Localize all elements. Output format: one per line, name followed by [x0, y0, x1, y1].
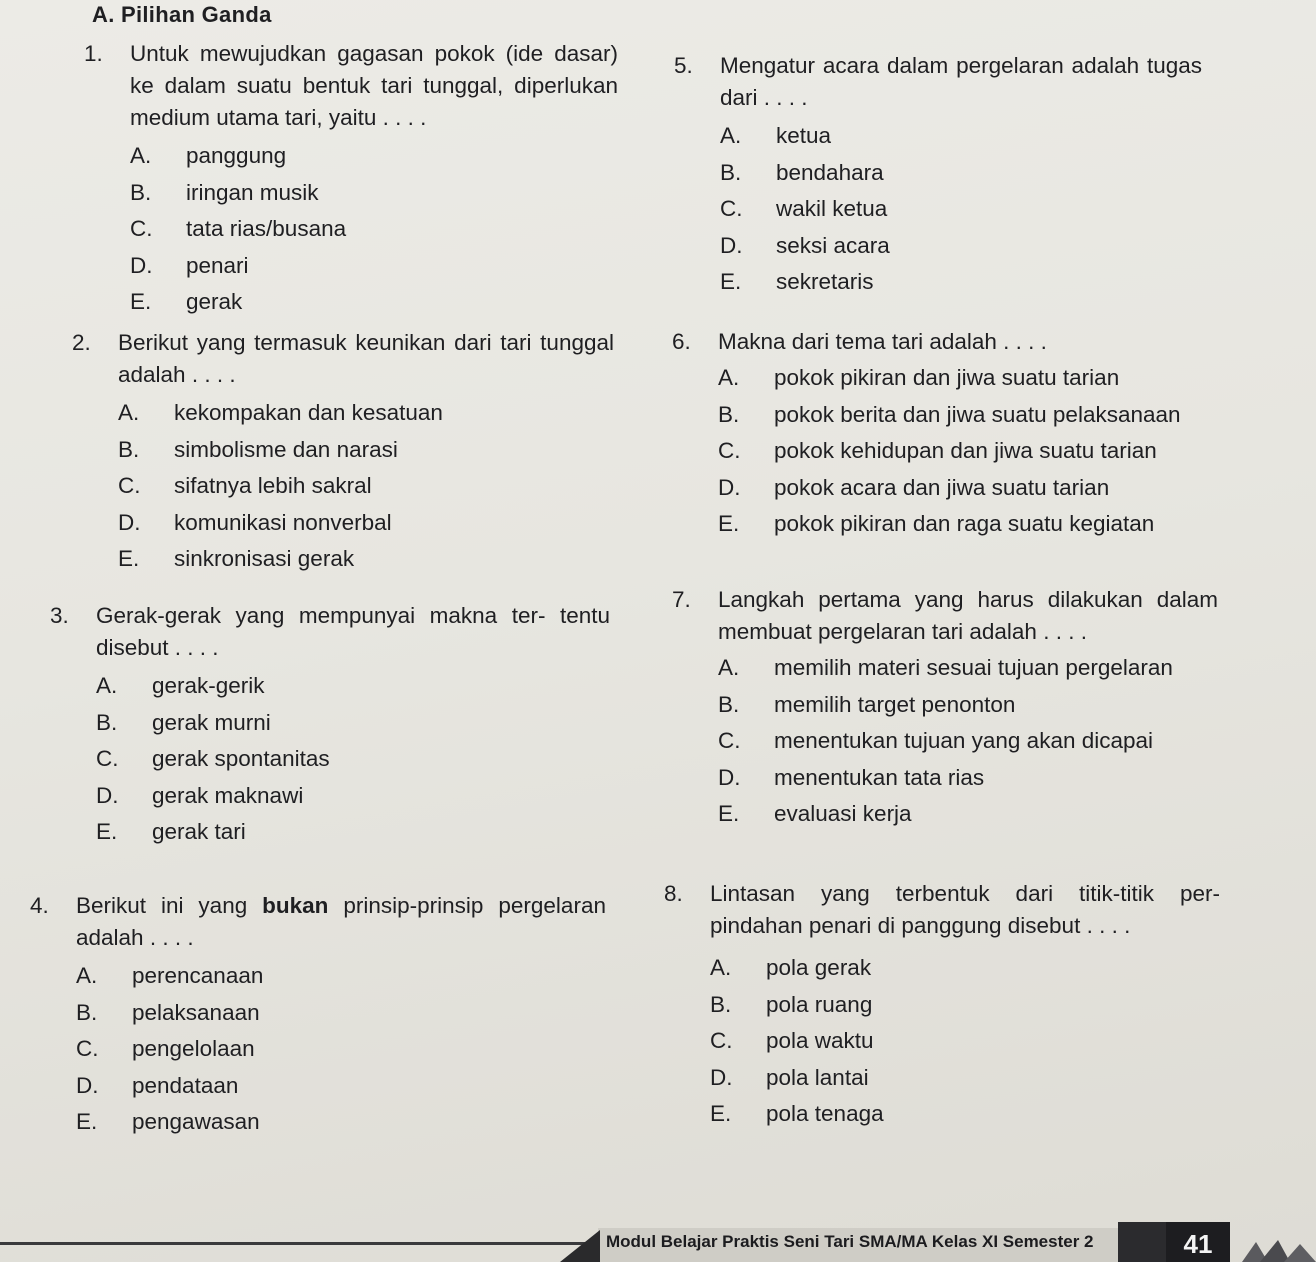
option-b[interactable]: [718, 397, 1218, 434]
option-letter: B.: [718, 401, 740, 427]
question-stem: [30, 890, 606, 954]
option-b[interactable]: [710, 987, 1220, 1024]
option-letter: C.: [118, 473, 141, 499]
option-letter: C.: [720, 196, 743, 222]
option-text: pola gerak: [766, 955, 872, 981]
option-letter: D.: [718, 764, 741, 790]
option-text: pelaksanaan: [132, 999, 260, 1025]
option-letter: B.: [130, 179, 152, 205]
option-text: gerak spontanitas: [152, 746, 330, 772]
option-text: panggung: [186, 143, 287, 169]
option-list: [672, 360, 1218, 543]
option-letter: E.: [718, 801, 740, 827]
option-text: seksi acara: [776, 232, 890, 258]
option-letter: E.: [710, 1101, 732, 1127]
section-title: A. Pilihan Ganda: [92, 2, 272, 27]
option-list: [664, 950, 1220, 1133]
option-d[interactable]: [720, 228, 1202, 265]
question-text-pre: Berikut ini yang: [76, 893, 248, 918]
option-text: pokok pikiran dan jiwa suatu tarian: [774, 365, 1120, 391]
option-d[interactable]: [130, 248, 618, 285]
option-c[interactable]: [130, 211, 618, 248]
corner-arrow-icon: [1238, 1236, 1316, 1262]
option-b[interactable]: [720, 155, 1202, 192]
option-text: pengawasan: [132, 1109, 260, 1135]
option-a[interactable]: [710, 950, 1220, 987]
option-d[interactable]: [76, 1068, 606, 1105]
question-stem: [50, 600, 610, 664]
question-stem: [674, 50, 1202, 114]
option-list: [72, 395, 614, 578]
option-e[interactable]: [118, 541, 614, 578]
question-5: [674, 50, 1202, 301]
option-letter: A.: [96, 673, 118, 699]
option-letter: E.: [720, 269, 742, 295]
option-text: menentukan tata rias: [774, 764, 985, 790]
option-b[interactable]: [96, 705, 610, 742]
page-number: 41: [1183, 1229, 1213, 1259]
option-b[interactable]: [76, 995, 606, 1032]
option-c[interactable]: [718, 723, 1218, 760]
option-c[interactable]: [118, 468, 614, 505]
option-text: pokok kehidupan dan jiwa suatu tarian: [774, 438, 1157, 464]
question-3: [50, 600, 610, 851]
question-2: [72, 327, 614, 578]
option-a[interactable]: [718, 650, 1218, 687]
option-letter: B.: [76, 999, 98, 1025]
option-b[interactable]: [130, 175, 618, 212]
option-letter: D.: [130, 252, 153, 278]
option-text: pendataan: [132, 1072, 239, 1098]
option-letter: D.: [720, 232, 743, 258]
question-number: 7.: [672, 587, 691, 612]
option-letter: D.: [718, 474, 741, 500]
question-number: 8.: [664, 881, 683, 906]
option-c[interactable]: [76, 1031, 606, 1068]
option-letter: D.: [96, 782, 119, 808]
option-text: gerak maknawi: [152, 782, 304, 808]
option-e[interactable]: [720, 264, 1202, 301]
question-text: Lintasan yang terbentuk dari titik-titik per- pindahan penari di panggung disebut . . . .: [710, 881, 1220, 938]
option-text: sifatnya lebih sakral: [174, 473, 372, 499]
option-letter: E.: [96, 819, 118, 845]
option-e[interactable]: [76, 1104, 606, 1141]
question-4: [30, 890, 606, 1141]
option-a[interactable]: [96, 668, 610, 705]
option-list: [84, 138, 618, 321]
option-list: [674, 118, 1202, 301]
footer-rule: [0, 1242, 590, 1245]
option-letter: B.: [720, 159, 742, 185]
question-6: [672, 326, 1218, 543]
question-stem: [664, 878, 1220, 942]
option-d[interactable]: [118, 505, 614, 542]
option-d[interactable]: [718, 470, 1218, 507]
question-number: 4.: [30, 893, 49, 918]
option-list: [672, 650, 1218, 833]
option-letter: A.: [130, 143, 152, 169]
option-d[interactable]: [710, 1060, 1220, 1097]
option-letter: B.: [96, 709, 118, 735]
question-stem: [72, 327, 614, 391]
question-number: 5.: [674, 53, 693, 78]
question-7: [672, 584, 1218, 833]
option-e[interactable]: [710, 1096, 1220, 1133]
option-c[interactable]: [720, 191, 1202, 228]
question-text-post: prinsip-prinsip pergelaran adalah . . . .: [76, 893, 606, 950]
option-letter: C.: [130, 216, 153, 242]
footer-book-title: Modul Belajar Praktis Seni Tari SMA/MA Kelas XI Semester 2: [606, 1232, 1094, 1251]
option-text: pola waktu: [766, 1028, 874, 1054]
option-letter: D.: [118, 509, 141, 535]
question-8: [664, 878, 1220, 1133]
option-a[interactable]: [718, 360, 1218, 397]
option-d[interactable]: [718, 760, 1218, 797]
question-stem: [672, 584, 1218, 648]
option-a[interactable]: [118, 395, 614, 432]
option-letter: C.: [718, 728, 741, 754]
option-text: pola ruang: [766, 991, 873, 1017]
question-1: [84, 38, 618, 321]
option-letter: C.: [718, 438, 741, 464]
option-text: memilih materi sesuai tujuan pergelaran: [774, 655, 1173, 681]
option-text: gerak-gerik: [152, 673, 265, 699]
question-number: 1.: [84, 41, 103, 66]
option-a[interactable]: [720, 118, 1202, 155]
option-letter: C.: [710, 1028, 733, 1054]
option-c[interactable]: [718, 433, 1218, 470]
option-letter: D.: [76, 1072, 99, 1098]
option-letter: D.: [710, 1064, 733, 1090]
option-letter: B.: [118, 436, 140, 462]
option-letter: A.: [76, 963, 98, 989]
question-text-emphasis: bukan: [262, 893, 329, 918]
option-text: simbolisme dan narasi: [174, 436, 398, 462]
option-text: gerak tari: [152, 819, 246, 845]
option-text: tata rias/busana: [186, 216, 347, 242]
option-letter: B.: [710, 991, 732, 1017]
question-number: 6.: [672, 329, 691, 354]
option-text: memilih target penonton: [774, 691, 1016, 717]
option-text: iringan musik: [186, 179, 319, 205]
option-text: wakil ketua: [776, 196, 888, 222]
footer-wedge: [560, 1230, 600, 1262]
option-letter: C.: [76, 1036, 99, 1062]
option-letter: A.: [718, 365, 740, 391]
option-letter: E.: [718, 511, 740, 537]
option-a[interactable]: [130, 138, 618, 175]
option-list: [50, 668, 610, 851]
option-letter: E.: [130, 289, 152, 315]
option-text: pokok pikiran dan raga suatu kegiatan: [774, 511, 1155, 537]
question-number: 2.: [72, 330, 91, 355]
option-text: gerak murni: [152, 709, 271, 735]
option-letter: A.: [720, 123, 742, 149]
option-text: perencanaan: [132, 963, 264, 989]
option-text: gerak: [186, 289, 243, 315]
option-text: komunikasi nonverbal: [174, 509, 392, 535]
option-letter: A.: [710, 955, 732, 981]
option-list: [30, 958, 606, 1141]
option-text: sinkronisasi gerak: [174, 546, 355, 572]
option-text: pokok acara dan jiwa suatu tarian: [774, 474, 1110, 500]
option-c[interactable]: [96, 741, 610, 778]
option-text: sekretaris: [776, 269, 874, 295]
option-text: penari: [186, 252, 249, 278]
option-text: ketua: [776, 123, 832, 149]
option-letter: E.: [118, 546, 140, 572]
option-b[interactable]: [118, 432, 614, 469]
question-text: Untuk mewujudkan gagasan pokok (ide dasar) ke dalam suatu bentuk tari tunggal, diperlukan medium utama tari, yaitu . . . .: [130, 41, 618, 130]
option-e[interactable]: [718, 796, 1218, 833]
option-text: pola lantai: [766, 1064, 869, 1090]
option-d[interactable]: [96, 778, 610, 815]
question-text: Mengatur acara dalam pergelaran adalah tugas dari . . . .: [720, 53, 1202, 110]
option-letter: E.: [76, 1109, 98, 1135]
option-letter: A.: [118, 400, 140, 426]
option-letter: C.: [96, 746, 119, 772]
option-a[interactable]: [76, 958, 606, 995]
option-text: bendahara: [776, 159, 884, 185]
question-stem: [672, 326, 1218, 358]
option-b[interactable]: [718, 687, 1218, 724]
option-text: pengelolaan: [132, 1036, 255, 1062]
option-e[interactable]: [130, 284, 618, 321]
option-text: pola tenaga: [766, 1101, 884, 1127]
option-letter: B.: [718, 691, 740, 717]
option-text: kekompakan dan kesatuan: [174, 400, 443, 426]
option-text: evaluasi kerja: [774, 801, 912, 827]
question-text: Gerak-gerak yang mempunyai makna ter- tentu disebut . . . .: [96, 603, 610, 660]
question-text: Langkah pertama yang harus dilakukan dalam membuat pergelaran tari adalah . . . .: [718, 587, 1218, 644]
question-number: 3.: [50, 603, 69, 628]
option-e[interactable]: [718, 506, 1218, 543]
question-text: Makna dari tema tari adalah . . . .: [718, 329, 1047, 354]
question-stem: [84, 38, 618, 134]
option-letter: A.: [718, 655, 740, 681]
question-text: Berikut yang termasuk keunikan dari tari tunggal adalah . . . .: [118, 330, 614, 387]
option-text: pokok berita dan jiwa suatu pelaksanaan: [774, 401, 1181, 427]
option-c[interactable]: [710, 1023, 1220, 1060]
option-e[interactable]: [96, 814, 610, 851]
option-text: menentukan tujuan yang akan dicapai: [774, 728, 1154, 754]
